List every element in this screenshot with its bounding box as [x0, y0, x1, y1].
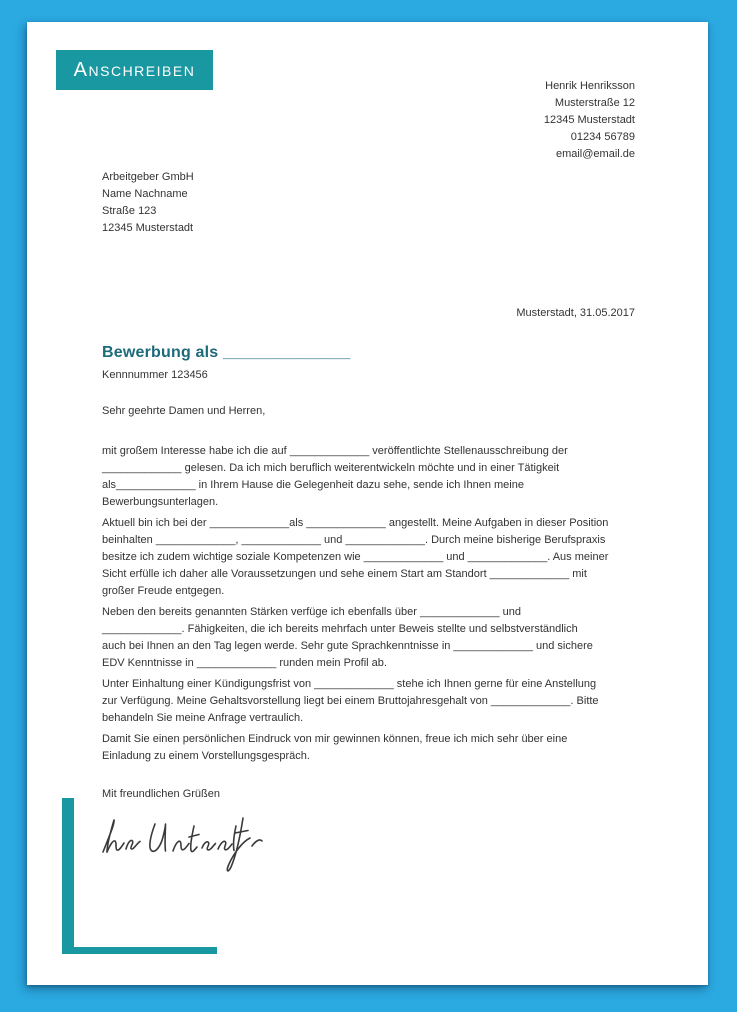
document-type-banner	[56, 50, 213, 90]
paragraph-line: zur Verfügung. Meine Gehaltsvorstellung liegt bei einem Bruttojahresgehalt von _____________. Bitte	[102, 695, 599, 707]
sender-email: email@email.de	[555, 148, 635, 160]
place-and-date: Musterstadt, 31.05.2017	[516, 307, 635, 319]
paragraph-line: auch bei Ihnen an den Tag legen werde. Sehr gute Sprachkenntnisse in _____________ und sichere	[102, 640, 593, 652]
paragraph-line: besitze ich zudem wichtige soziale Kompetenzen wie _____________ und _____________. Aus meiner	[102, 551, 609, 563]
banner-label: Anschreiben	[73, 59, 196, 81]
paragraph	[102, 515, 650, 600]
corner-decoration-horizontal-bar	[62, 947, 217, 954]
paragraph	[102, 604, 650, 672]
paragraph	[102, 443, 650, 511]
paragraph-line: als_____________ in Ihrem Hause die Gelegenheit dazu sehe, sende ich Ihnen meine	[102, 479, 524, 491]
paragraph-line: _____________. Fähigkeiten, die ich bereits mehrfach unter Beweis stellte und selbstverständlich	[102, 623, 578, 635]
paragraph	[102, 731, 650, 765]
paragraph-line: beinhalten _____________, _____________ und _____________. Durch meine bisherige Berufspraxis	[102, 534, 606, 546]
recipient-address-block	[102, 169, 194, 237]
salutation: Sehr geehrte Damen und Herren,	[102, 405, 266, 417]
paragraph-line: Bewerbungsunterlagen.	[102, 496, 219, 508]
paragraph-line: Damit Sie einen persönlichen Eindruck von mir gewinnen können, freue ich mich sehr über eine	[102, 733, 568, 745]
paragraph-line: behandeln Sie meine Anfrage vertraulich.	[102, 712, 304, 724]
subject-line: Bewerbung als ______________	[102, 344, 351, 361]
sender-address-block	[544, 78, 635, 163]
paragraph-line: Sicht erfülle ich daher alle Voraussetzungen und sehe einem Start am Standort _____________ mit	[102, 568, 587, 580]
paragraph-line: Aktuell bin ich bei der _____________als _____________ angestellt. Meine Aufgaben in dieser Position	[102, 517, 609, 529]
letter-page	[27, 22, 708, 985]
paragraph-line: _____________ gelesen. Da ich mich beruflich weiterentwickeln möchte und in einer Tätigkeit	[102, 462, 560, 474]
paragraph-line: Neben den bereits genannten Stärken verfüge ich ebenfalls über _____________ und	[102, 606, 521, 618]
handwritten-signature	[95, 804, 275, 882]
recipient-street: Straße 123	[102, 205, 157, 217]
signature-strokes	[95, 804, 275, 882]
sender-street: Musterstraße 12	[554, 97, 635, 109]
recipient-company: Arbeitgeber GmbH	[102, 171, 194, 183]
paragraph-line: mit großem Interesse habe ich die auf _____________ veröffentlichte Stellenausschreibung der	[102, 445, 568, 457]
recipient-city: 12345 Musterstadt	[102, 222, 194, 234]
sender-phone: 01234 56789	[570, 131, 635, 143]
sender-name: Henrik Henriksson	[545, 80, 635, 92]
paragraph-line: Einladung zu einem Vorstellungsgespräch.	[102, 750, 310, 762]
closing-salutation: Mit freundlichen Grüßen	[102, 788, 220, 800]
paragraph-line: Unter Einhaltung einer Kündigungsfrist von _____________ stehe ich Ihnen gerne für eine Anstellung	[102, 678, 597, 690]
paragraph-line: EDV Kenntnisse in _____________ runden mein Profil ab.	[102, 657, 387, 669]
paragraph	[102, 676, 650, 727]
recipient-contact: Name Nachname	[102, 188, 188, 200]
corner-decoration-vertical-bar	[62, 798, 74, 954]
paragraph-line: großer Freude entgegen.	[102, 585, 225, 597]
reference-number: Kennnummer 123456	[102, 369, 208, 381]
sender-city: 12345 Musterstadt	[543, 114, 635, 126]
letter-body	[102, 403, 650, 769]
